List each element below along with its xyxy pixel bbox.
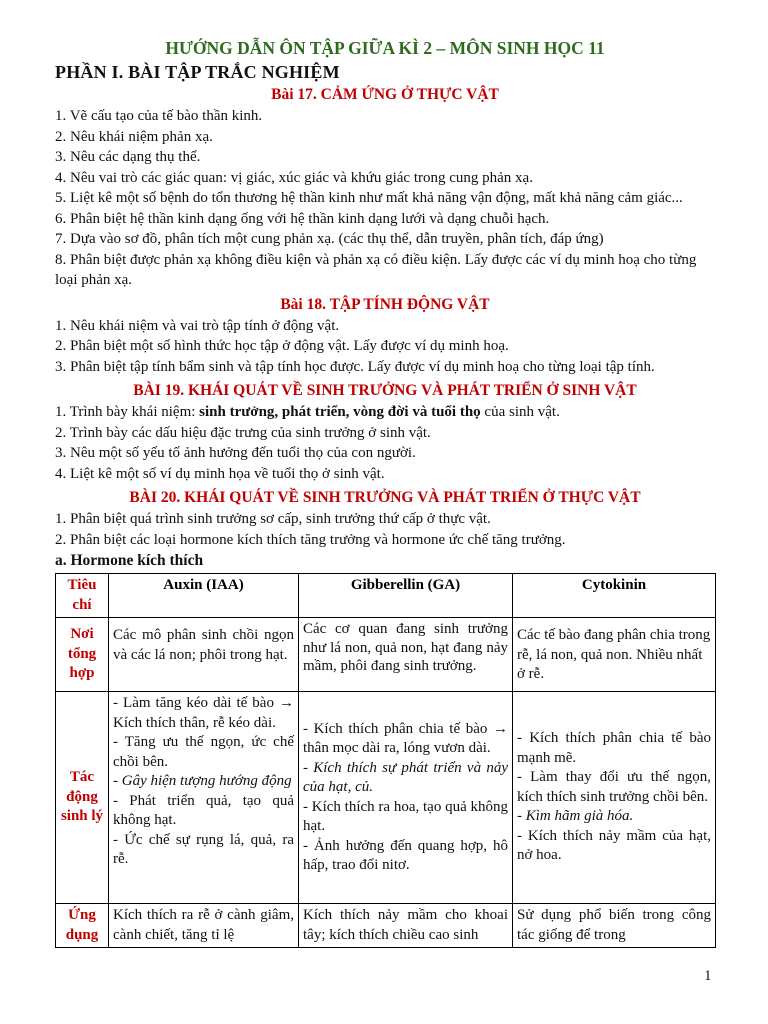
page-number: 1 [704, 968, 712, 984]
table-cell [109, 692, 299, 904]
column-header: Cytokinin [513, 574, 716, 618]
table-header-row [56, 574, 716, 618]
table-row [56, 904, 716, 948]
table-cell: Các cơ quan đang sinh trưởng như lá non, quả non, hạt đang nảy mầm, phôi đang sinh trưởng. [299, 618, 513, 692]
hormone-table [55, 573, 716, 948]
cell-line: - Kìm hãm già hóa. [517, 808, 634, 825]
cell-line: - Làm tăng kéo dài tế bào → Kích thích thân, rễ kéo dài. [113, 695, 294, 731]
list-item [55, 402, 715, 423]
list-item: 4. Nêu vai trò các giác quan: vị giác, xúc giác và khứu giác trong cung phản xạ. [55, 169, 533, 186]
cell-line: - Kích thích phân chia tế bào → thân mọc dài ra, lóng vươn dài. [303, 720, 508, 756]
list-item: 3. Nêu các dạng thụ thể. [55, 149, 201, 165]
column-header: Gibberellin (GA) [299, 574, 513, 618]
table-cell: Các tế bào đang phân chia trong rễ, lá non, quả non. Nhiều nhất ở rễ. [513, 618, 716, 692]
table-cell: Kích thích nảy mầm cho khoai tây; kích thích chiều cao sinh [299, 904, 513, 948]
lesson-19-heading: BÀI 19. KHÁI QUÁT VỀ SINH TRƯỞNG VÀ PHÁT TRIỂN Ở SINH VẬT [133, 382, 637, 399]
cell-line: - Gây hiện tượng hướng động [113, 773, 292, 789]
lesson-17-heading: Bài 17. CẢM ỨNG Ở THỰC VẬT [271, 86, 499, 103]
column-header: Tiêu chí [56, 574, 109, 618]
item-text: của sinh vật. [480, 404, 560, 420]
list-item: 5. Liệt kê một số bệnh do tổn thương hệ thần kinh như mất khả năng vận động, mất khả năng cảm giác... [55, 190, 683, 206]
cell-line: - Tăng ưu thế ngọn, ức chế chồi bên. [113, 734, 294, 770]
list-item: 1. Nêu khái niệm và vai trò tập tính ở động vật. [55, 317, 340, 334]
table-cell: Sử dụng phổ biến trong công tác giống để trong [513, 904, 716, 948]
column-header: Auxin (IAA) [109, 574, 299, 618]
list-item: 6. Phân biệt hệ thần kinh dạng ống với hệ thần kinh dạng lưới và dạng chuỗi hạch. [55, 210, 550, 227]
cell-line: - Phát triển quả, tạo quả không hạt. [113, 792, 294, 828]
cell-line: - Làm thay đổi ưu thế ngọn, kích thích sinh trưởng chồi bên. [517, 769, 711, 805]
table-cell [513, 692, 716, 904]
list-item: 1. Vẽ cấu tạo của tế bào thần kinh. [55, 108, 263, 124]
list-item: 2. Phân biệt các loại hormone kích thích tăng trưởng và hormone ức chế tăng trưởng. [55, 531, 566, 548]
table-row [56, 618, 716, 692]
document-title: HƯỚNG DẪN ÔN TẬP GIỮA KÌ 2 – MÔN SINH HỌC 11 [165, 38, 605, 58]
cell-line: - Kích thích phân chia tế bào mạnh mẽ. [517, 730, 711, 766]
cell-line: - Kích thích sự phát triển và nảy của hạt, củ. [303, 759, 508, 795]
row-label: Tác động sinh lý [56, 692, 109, 904]
list-item: 2. Nêu khái niệm phản xạ. [55, 128, 213, 145]
item-text: 1. Trình bày khái niệm: [55, 404, 200, 420]
part-title: PHẦN I. BÀI TẬP TRẮC NGHIỆM [55, 62, 340, 82]
row-label: Nơi tổng hợp [56, 618, 109, 692]
cell-line: - Kích thích ra hoa, tạo quả không hạt. [303, 798, 508, 834]
section-subheading: a. Hormone kích thích [55, 552, 204, 569]
table-cell: Kích thích ra rễ ở cành giâm, cành chiết, tăng tỉ lệ [109, 904, 299, 948]
lesson-20-heading: BÀI 20. KHÁI QUÁT VỀ SINH TRƯỞNG VÀ PHÁT TRIỂN Ở THỰC VẬT [129, 489, 641, 506]
list-item: 3. Phân biệt tập tính bẩm sinh và tập tính học được. Lấy được ví dụ minh hoạ cho từng loại tập tính. [55, 358, 655, 375]
list-item: 7. Dựa vào sơ đồ, phân tích một cung phản xạ. (các thụ thể, dẫn truyền, phân tích, đáp ứng) [55, 231, 604, 247]
list-item: 3. Nêu một số yếu tố ảnh hưởng đến tuổi thọ của con người. [55, 445, 416, 461]
cell-line: - Ảnh hưởng đến quang hợp, hô hấp, trao đổi nitơ. [303, 837, 508, 873]
list-item: 4. Liệt kê một số ví dụ minh họa về tuổi thọ ở sinh vật. [55, 465, 385, 482]
list-item: 8. Phân biệt được phản xạ không điều kiện và phản xạ có điều kiện. Lấy được các ví dụ minh hoạ cho từng loại phản xạ. [55, 251, 697, 288]
table-row [56, 692, 716, 904]
row-label: Ứng dụng [56, 904, 109, 948]
cell-line: - Kích thích nảy mầm của hạt, nở hoa. [517, 827, 711, 864]
list-item: 1. Phân biệt quá trình sinh trưởng sơ cấp, sinh trưởng thứ cấp ở thực vật. [55, 511, 491, 527]
list-item: 2. Phân biệt một số hình thức học tập ở động vật. Lấy được ví dụ minh hoạ. [55, 338, 509, 354]
document-page [55, 36, 715, 948]
list-item: 2. Trình bày các dấu hiệu đặc trưng của sinh trưởng ở sinh vật. [55, 424, 431, 441]
table-cell [299, 692, 513, 904]
cell-line: - Ức chế sự rụng lá, quả, ra rễ. [113, 831, 294, 867]
item-bold-text: sinh trưởng, phát triển, vòng đời và tuổi thọ [199, 404, 481, 420]
table-cell: Các mô phân sinh chồi ngọn và các lá non; phôi trong hạt. [109, 618, 299, 692]
lesson-18-heading: Bài 18. TẬP TÍNH ĐỘNG VẬT [280, 295, 490, 313]
